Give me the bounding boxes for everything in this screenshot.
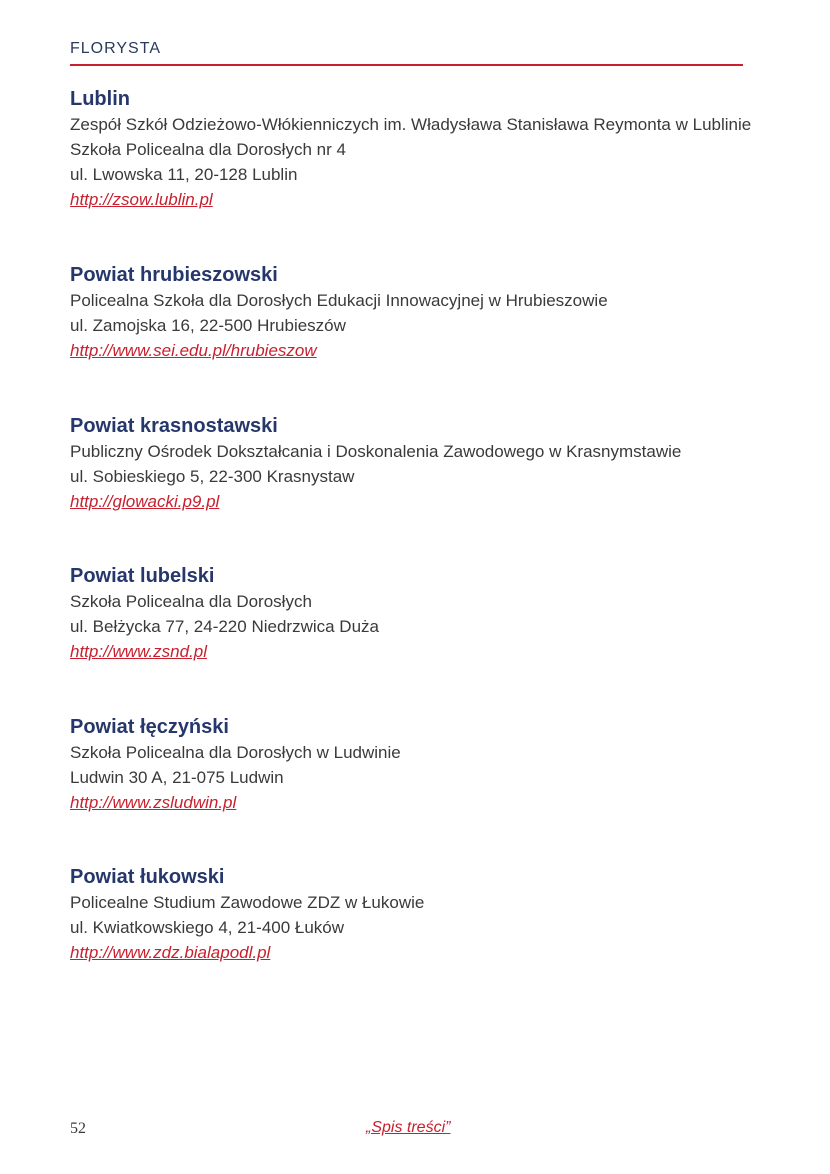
school-name: Policealne Studium Zawodowe ZDZ w Łukowie <box>70 893 425 912</box>
school-address: ul. Sobieskiego 5, 22-300 Krasnystaw <box>70 467 355 486</box>
school-name: Szkoła Policealna dla Dorosłych w Ludwinie <box>70 743 401 762</box>
school-entry-lubelski <box>70 563 760 664</box>
school-entry-hrubieszowski <box>70 262 760 363</box>
entry-heading: Powiat łęczyński <box>70 716 229 738</box>
entry-heading: Powiat łukowski <box>70 866 225 888</box>
school-name: Publiczny Ośrodek Dokształcania i Doskonalenia Zawodowego w Krasnymstawie <box>70 442 682 461</box>
school-website-link[interactable]: http://zsow.lublin.pl <box>70 190 213 209</box>
school-address: ul. Bełżycka 77, 24-220 Niedrzwica Duża <box>70 617 379 636</box>
school-entry-lublin <box>70 86 760 212</box>
school-website-link[interactable]: http://www.zdz.bialapodl.pl <box>70 943 271 962</box>
school-address: ul. Kwiatkowskiego 4, 21-400 Łuków <box>70 918 345 937</box>
school-website-link[interactable]: http://glowacki.p9.pl <box>70 492 220 511</box>
school-website-link[interactable]: http://www.zsludwin.pl <box>70 793 237 812</box>
school-subname: Szkoła Policealna dla Dorosłych nr 4 <box>70 140 346 159</box>
school-website-link[interactable]: http://www.sei.edu.pl/hrubieszow <box>70 341 317 360</box>
school-address: Ludwin 30 A, 21-075 Ludwin <box>70 768 284 787</box>
school-name: Zespół Szkół Odzieżowo-Włókienniczych im. Władysława Stanisława Reymonta w Lublinie <box>70 115 752 134</box>
page-number: 52 <box>70 1120 86 1137</box>
school-address: ul. Zamojska 16, 22-500 Hrubieszów <box>70 316 346 335</box>
school-website-link[interactable]: http://www.zsnd.pl <box>70 642 208 661</box>
entry-heading: Lublin <box>70 88 130 110</box>
entry-heading: Powiat lubelski <box>70 565 215 587</box>
school-address: ul. Lwowska 11, 20-128 Lublin <box>70 165 298 184</box>
table-of-contents-link[interactable]: „Spis treści” <box>366 1119 451 1136</box>
entry-heading: Powiat hrubieszowski <box>70 264 278 286</box>
entry-heading: Powiat krasnostawski <box>70 415 278 437</box>
section-header: FLORYSTA <box>70 40 161 57</box>
header-divider <box>70 64 743 66</box>
school-name: Szkoła Policealna dla Dorosłych <box>70 592 312 611</box>
school-entry-leczynski <box>70 714 760 815</box>
school-entry-krasnostawski <box>70 413 760 514</box>
school-entry-lukowski <box>70 864 760 965</box>
school-name: Policealna Szkoła dla Dorosłych Edukacji Innowacyjnej w Hrubieszowie <box>70 291 608 310</box>
